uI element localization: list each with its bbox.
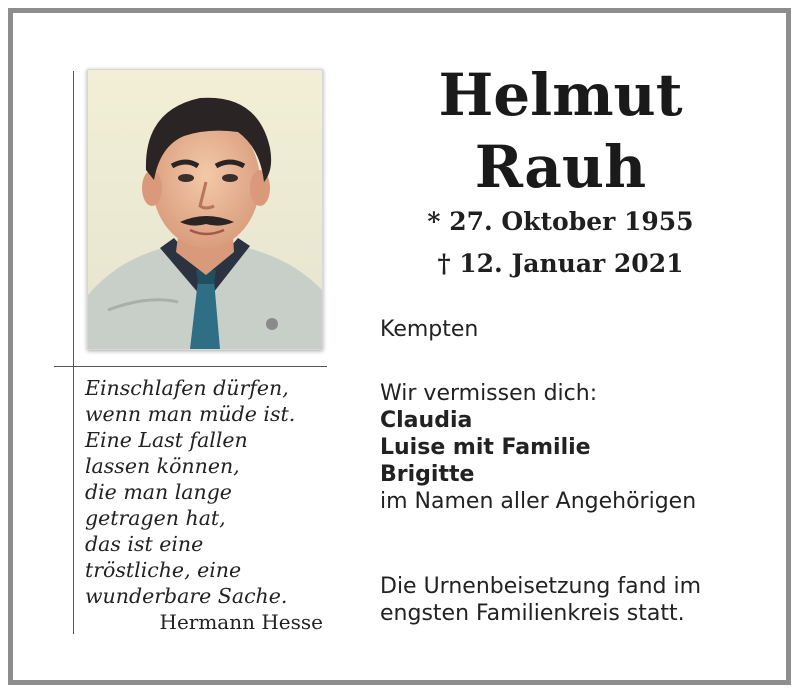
poem [85, 375, 335, 609]
poem-line: tröstliche, eine [85, 558, 242, 582]
burial-notice [380, 573, 780, 627]
poem-line: das ist eine [85, 532, 204, 556]
poem-line: wunderbare Sache. [85, 584, 288, 608]
poem-author: Hermann Hesse [159, 610, 323, 634]
family-member: Brigitte [380, 462, 475, 487]
first-name: Helmut [438, 61, 683, 129]
family-closing: im Namen aller Angehörigen [380, 489, 697, 514]
portrait-image [88, 70, 322, 349]
place: Kempten [380, 317, 479, 342]
vertical-divider [73, 71, 74, 634]
death-date: † 12. Januar 2021 [437, 249, 684, 278]
family-member: Claudia [380, 408, 473, 433]
family-block [380, 380, 780, 515]
burial-line: engsten Familienkreis statt. [380, 601, 685, 626]
poem-line: Einschlafen dürfen, [85, 376, 289, 400]
poem-line: lassen können, [85, 454, 240, 478]
family-intro: Wir vermissen dich: [380, 381, 598, 406]
family-member: Luise mit Familie [380, 435, 591, 460]
poem-line: getragen hat, [85, 506, 226, 530]
poem-line: die man lange [85, 480, 232, 504]
last-name: Rauh [474, 133, 647, 201]
horizontal-divider [54, 366, 327, 367]
poem-line: wenn man müde ist. [85, 402, 296, 426]
portrait-photo [87, 69, 323, 350]
poem-line: Eine Last fallen [85, 428, 248, 452]
birth-date: * 27. Oktober 1955 [427, 207, 694, 236]
burial-line: Die Urnenbeisetzung fand im [380, 574, 702, 599]
obituary-frame [8, 8, 791, 685]
